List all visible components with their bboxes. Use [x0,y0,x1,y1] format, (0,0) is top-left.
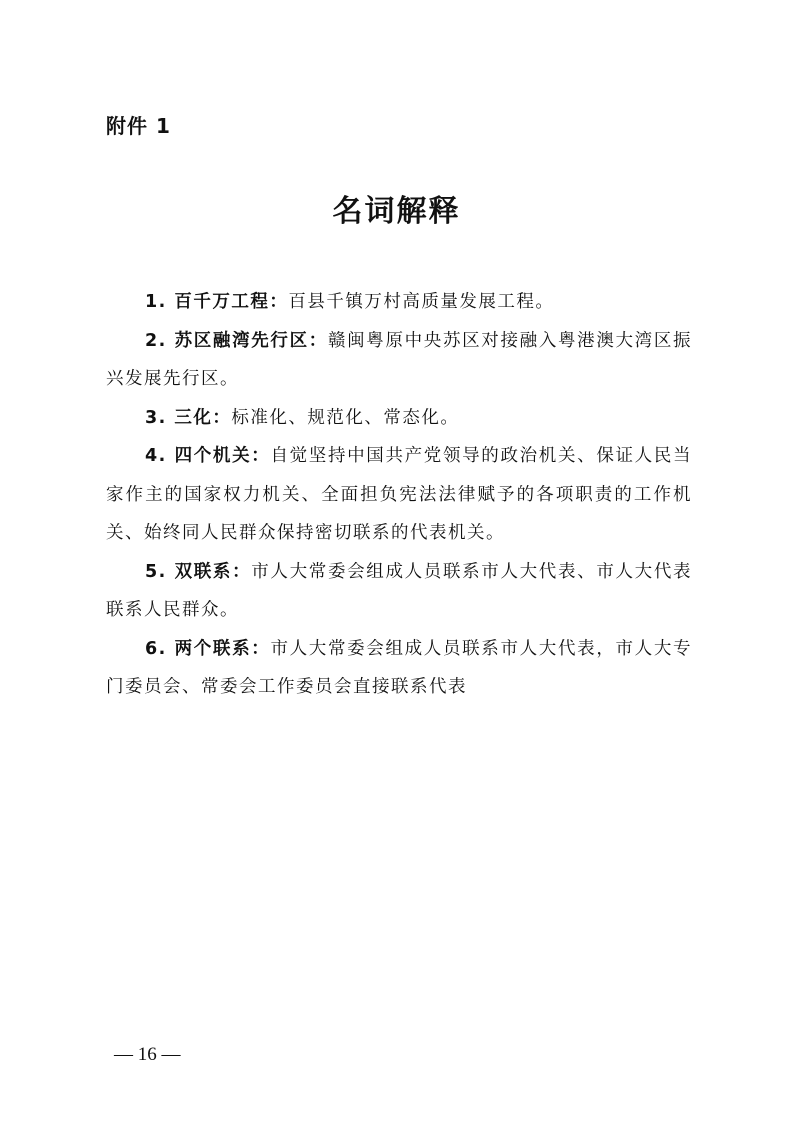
glossary-definition: 自觉坚持中国共产党领导的政治机关、保证人民当家作主的国家权力机关、全面担负宪法法律赋予的各项职责的工作机关、始终同人民群众保持密切联系的代表机关。 [106,446,692,543]
glossary-body [106,283,692,707]
glossary-term: 5. 双联系： [145,561,252,582]
document-title: 名词解释 [332,194,461,229]
glossary-definition: 赣闽粤原中央苏区对接融入粤港澳大湾区振兴发展先行区。 [106,330,693,389]
page-number: — 16 — [114,1044,181,1065]
glossary-entry [106,437,692,553]
glossary-definition: 百县千镇万村高质量发展工程。 [288,292,555,312]
glossary-entry [106,322,692,399]
glossary-term: 1. 百千万工程： [145,292,289,312]
glossary-term: 2. 苏区融湾先行区： [145,330,328,351]
glossary-definition: 市人大常委会组成人员联系市人大代表，市人大专门委员会、常委会工作委员会直接联系代表 [106,638,692,697]
glossary-definition: 标准化、规范化、常态化。 [231,407,460,428]
glossary-definition: 市人大常委会组成人员联系市人大代表、市人大代表联系人民群众。 [106,561,692,620]
glossary-entry [106,553,692,630]
glossary-entry [106,630,692,707]
glossary-term: 3. 三化： [145,407,232,428]
glossary-entry [106,283,692,322]
glossary-term: 4. 四个机关： [145,446,271,466]
attachment-label: 附件 1 [106,114,171,138]
glossary-entry [106,399,692,438]
glossary-term: 6. 两个联系： [145,638,271,659]
